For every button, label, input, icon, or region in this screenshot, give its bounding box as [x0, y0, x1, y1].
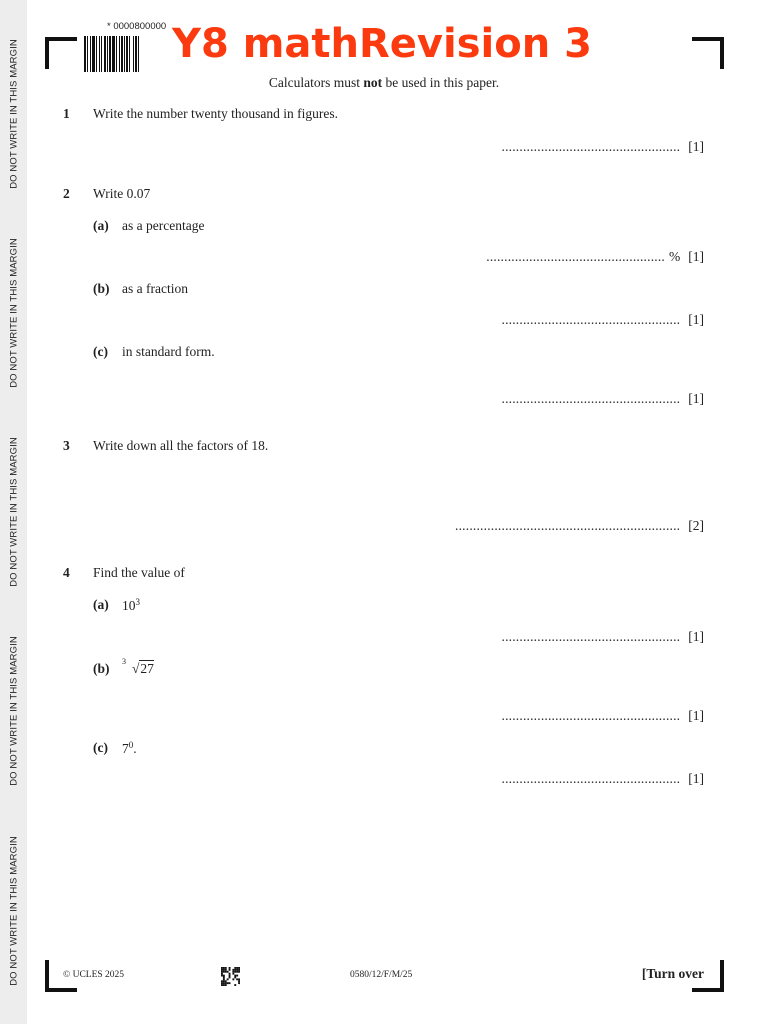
mark-allocation: [1]: [688, 139, 704, 154]
power-base: 7: [122, 741, 129, 756]
paper-code: 0580/12/F/M/25: [350, 970, 413, 980]
turn-over-label: [Turn over: [641, 966, 704, 981]
answer-line[interactable]: [502, 629, 705, 645]
question-text: Write 0.07: [93, 186, 151, 201]
answer-dots: ..................................................: [501, 139, 681, 154]
answer-dots: ...............................................................: [455, 518, 681, 533]
question-number: 2: [63, 186, 70, 201]
margin-warning: DO NOT WRITE IN THIS MARGIN: [8, 836, 20, 986]
mark-allocation: [1]: [688, 708, 704, 723]
part-text: in standard form.: [122, 344, 215, 359]
power-base: 10: [122, 598, 136, 613]
answer-dots: ..................................................: [501, 391, 681, 406]
part-expression: [122, 657, 154, 677]
mark-allocation: [1]: [688, 771, 704, 786]
instructions: [0, 75, 768, 91]
answer-line[interactable]: [502, 391, 705, 407]
part-label: (b): [93, 661, 110, 676]
qr-code-image: [221, 967, 240, 986]
question-text: Find the value of: [93, 565, 185, 580]
part-text: as a percentage: [122, 218, 205, 233]
part-text: as a fraction: [122, 281, 188, 296]
margin-warning: DO NOT WRITE IN THIS MARGIN: [8, 636, 20, 786]
part-label: (c): [93, 740, 108, 755]
barcode-image: [84, 36, 170, 72]
answer-line[interactable]: [486, 249, 704, 265]
answer-dots: ..................................................: [501, 629, 681, 644]
part-label: (a): [93, 597, 109, 612]
instructions-emphasis: not: [363, 75, 383, 90]
margin-warning: DO NOT WRITE IN THIS MARGIN: [8, 238, 20, 388]
margin-strip: [0, 0, 27, 1024]
instructions-prefix: Calculators must: [268, 75, 364, 90]
question-text: Write the number twenty thousand in figures.: [93, 106, 339, 121]
instructions-suffix: be used in this paper.: [382, 75, 500, 90]
part-label: (b): [93, 281, 110, 296]
cube-root: 3 √27: [122, 657, 154, 676]
mark-allocation: [2]: [688, 518, 704, 533]
power-exponent: 0: [128, 740, 134, 750]
power-exponent: 3: [135, 597, 140, 607]
barcode-number: * 0000800000: [107, 21, 167, 32]
part-label: (a): [93, 218, 109, 233]
corner-mark-top-left: [45, 37, 77, 69]
root-index: 3: [122, 657, 126, 666]
answer-dots: ..................................................: [501, 312, 681, 327]
copyright: © UCLES 2025: [63, 970, 125, 980]
answer-line[interactable]: [502, 312, 705, 328]
answer-line[interactable]: [502, 139, 705, 155]
corner-mark-top-right: [692, 37, 724, 69]
page-title: Y8 mathRevision 3: [172, 21, 592, 67]
mark-allocation: [1]: [688, 391, 704, 406]
question-number: 1: [63, 106, 70, 121]
question-number: 4: [63, 565, 70, 580]
answer-line[interactable]: [502, 771, 705, 787]
part-expression: [122, 740, 137, 757]
answer-line[interactable]: [502, 708, 705, 724]
mark-allocation: [1]: [688, 249, 704, 264]
answer-dots: ..................................................: [486, 249, 665, 264]
part-label: (c): [93, 344, 108, 359]
part-expression: [122, 597, 140, 614]
answer-unit: %: [669, 249, 681, 264]
question-text: Write down all the factors of 18.: [93, 438, 269, 453]
margin-warning: DO NOT WRITE IN THIS MARGIN: [8, 437, 20, 587]
mark-allocation: [1]: [688, 312, 704, 327]
mark-allocation: [1]: [688, 629, 704, 644]
answer-dots: ..................................................: [501, 708, 681, 723]
expression-suffix: .: [133, 741, 137, 756]
margin-warning: DO NOT WRITE IN THIS MARGIN: [8, 39, 20, 189]
radicand: 27: [140, 661, 154, 676]
answer-line[interactable]: [455, 518, 704, 534]
answer-dots: ..................................................: [501, 771, 681, 786]
question-number: 3: [63, 438, 70, 453]
